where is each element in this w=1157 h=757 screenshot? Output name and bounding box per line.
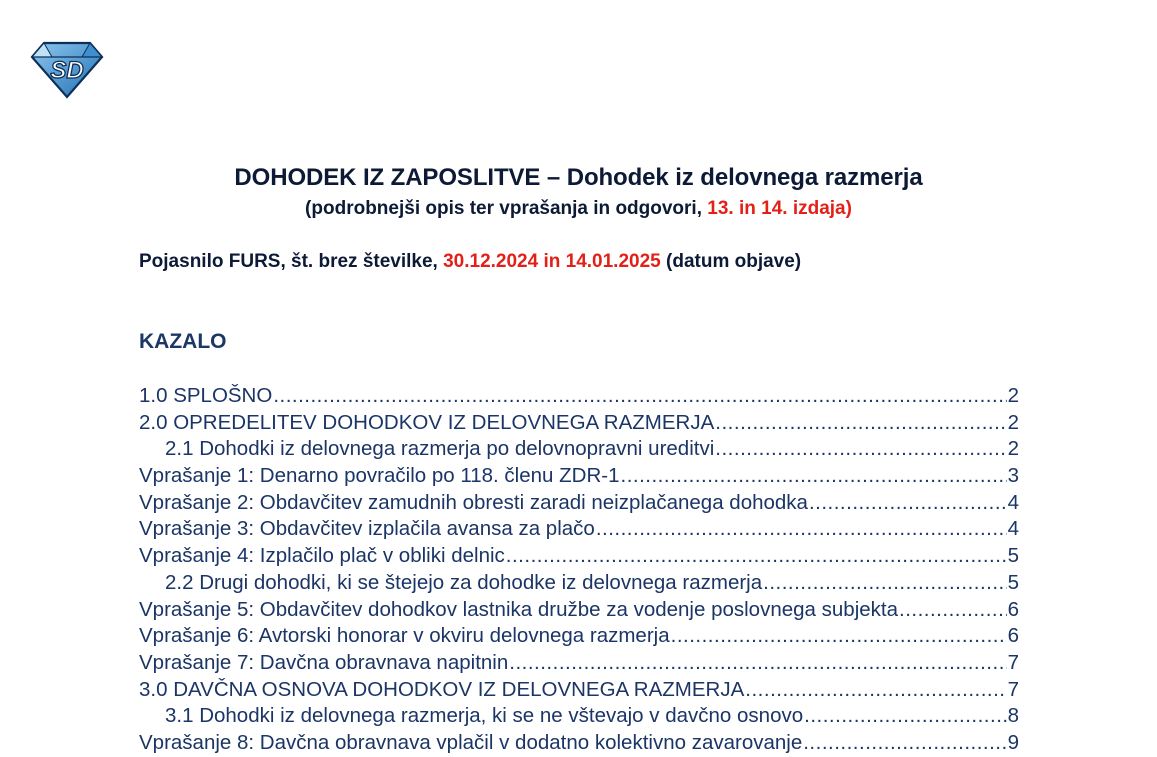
toc-entry[interactable] — [139, 623, 1019, 650]
toc-entry-page: 4 — [1007, 517, 1019, 541]
toc-entry-label: Vprašanje 3: Obdavčitev izplačila avansa za plačo — [139, 517, 595, 541]
toc-entry-page: 7 — [1007, 650, 1019, 674]
toc-leader-dots — [273, 383, 1006, 410]
toc-entry-label: Vprašanje 8: Davčna obravnava vplačil v dodatno kolektivno zavarovanje — [139, 730, 803, 754]
explanation-text: Pojasnilo FURS, št. brez številke, — [139, 251, 444, 272]
toc-entry-label: 3.0 DAVČNA OSNOVA DOHODKOV IZ DELOVNEGA RAZMERJA — [139, 677, 745, 701]
toc-entry[interactable] — [139, 516, 1019, 543]
furs-explanation-line — [139, 251, 801, 273]
toc-entry-page: 7 — [1007, 677, 1019, 701]
toc-leader-dots — [899, 597, 1007, 624]
toc-entry[interactable] — [139, 730, 1019, 757]
toc-entry-page: 8 — [1007, 704, 1019, 728]
toc-entry[interactable] — [139, 703, 1019, 730]
toc-leader-dots — [745, 677, 1006, 704]
toc-entry-label: Vprašanje 1: Denarno povračilo po 118. členu ZDR-1 — [139, 464, 620, 488]
toc-entry[interactable] — [139, 436, 1019, 463]
toc-entry[interactable] — [139, 490, 1019, 517]
toc-entry-page: 5 — [1007, 570, 1019, 594]
toc-leader-dots — [671, 623, 1007, 650]
toc-entry-page: 2 — [1007, 384, 1019, 407]
toc-entry-page: 4 — [1007, 490, 1019, 514]
toc-leader-dots — [804, 703, 1006, 730]
toc-entry-label: 2.1 Dohodki iz delovnega razmerja po delovnopravni ureditvi — [165, 437, 715, 461]
toc-entry[interactable] — [139, 383, 1019, 410]
toc-entry[interactable] — [139, 543, 1019, 570]
toc-leader-dots — [506, 543, 1007, 570]
toc-leader-dots — [715, 410, 1006, 437]
toc-leader-dots — [809, 490, 1007, 517]
table-of-contents — [139, 383, 1019, 757]
toc-leader-dots — [596, 516, 1007, 543]
toc-entry-label: Vprašanje 7: Davčna obravnava napitnin — [139, 650, 509, 674]
toc-entry[interactable] — [139, 597, 1019, 624]
toc-entry-label: 3.1 Dohodki iz delovnega razmerja, ki se ne vštevajo v davčno osnovo — [165, 704, 804, 728]
toc-entry[interactable] — [139, 570, 1019, 597]
toc-entry-label: Vprašanje 6: Avtorski honorar v okviru delovnega razmerja — [139, 624, 670, 648]
subtitle-text: (podrobnejši opis ter vprašanja in odgovori, — [305, 198, 708, 219]
toc-entry-label: Vprašanje 2: Obdavčitev zamudnih obresti zaradi neizplačanega dohodka — [139, 490, 808, 514]
toc-leader-dots — [621, 463, 1007, 490]
logo-text: SD — [50, 57, 84, 84]
toc-entry-page: 3 — [1007, 464, 1019, 488]
toc-entry-page: 9 — [1007, 730, 1019, 754]
sd-diamond-logo-icon — [30, 40, 104, 100]
toc-entry-page: 5 — [1007, 544, 1019, 568]
toc-entry-label: 1.0 SPLOŠNO — [139, 384, 273, 407]
toc-leader-dots — [715, 436, 1006, 463]
toc-leader-dots — [509, 650, 1006, 677]
toc-entry-page: 2 — [1007, 410, 1019, 434]
toc-entry[interactable] — [139, 410, 1019, 437]
document-subtitle — [0, 198, 1157, 220]
toc-entry-label: 2.0 OPREDELITEV DOHODKOV IZ DELOVNEGA RAZMERJA — [139, 410, 715, 434]
toc-entry-page: 2 — [1007, 437, 1019, 461]
explanation-suffix: (datum objave) — [660, 251, 802, 272]
toc-entry[interactable] — [139, 463, 1019, 490]
toc-entry[interactable] — [139, 650, 1019, 677]
toc-entry-page: 6 — [1007, 624, 1019, 648]
toc-entry-label: Vprašanje 4: Izplačilo plač v obliki delnic — [139, 544, 505, 568]
explanation-dates: 30.12.2024 in 14.01.2025 — [443, 251, 661, 272]
toc-leader-dots — [803, 730, 1006, 757]
toc-entry-page: 6 — [1007, 597, 1019, 621]
toc-leader-dots — [763, 570, 1006, 597]
toc-entry-label: Vprašanje 5: Obdavčitev dohodkov lastnika družbe za vodenje poslovnega subjekta — [139, 597, 898, 621]
subtitle-edition: 13. in 14. izdaja) — [707, 198, 852, 219]
toc-heading: KAZALO — [139, 330, 227, 353]
document-title: DOHODEK IZ ZAPOSLITVE – Dohodek iz delovnega razmerja — [234, 164, 923, 191]
toc-entry[interactable] — [139, 677, 1019, 704]
toc-entry-label: 2.2 Drugi dohodki, ki se štejejo za dohodke iz delovnega razmerja — [165, 570, 763, 594]
